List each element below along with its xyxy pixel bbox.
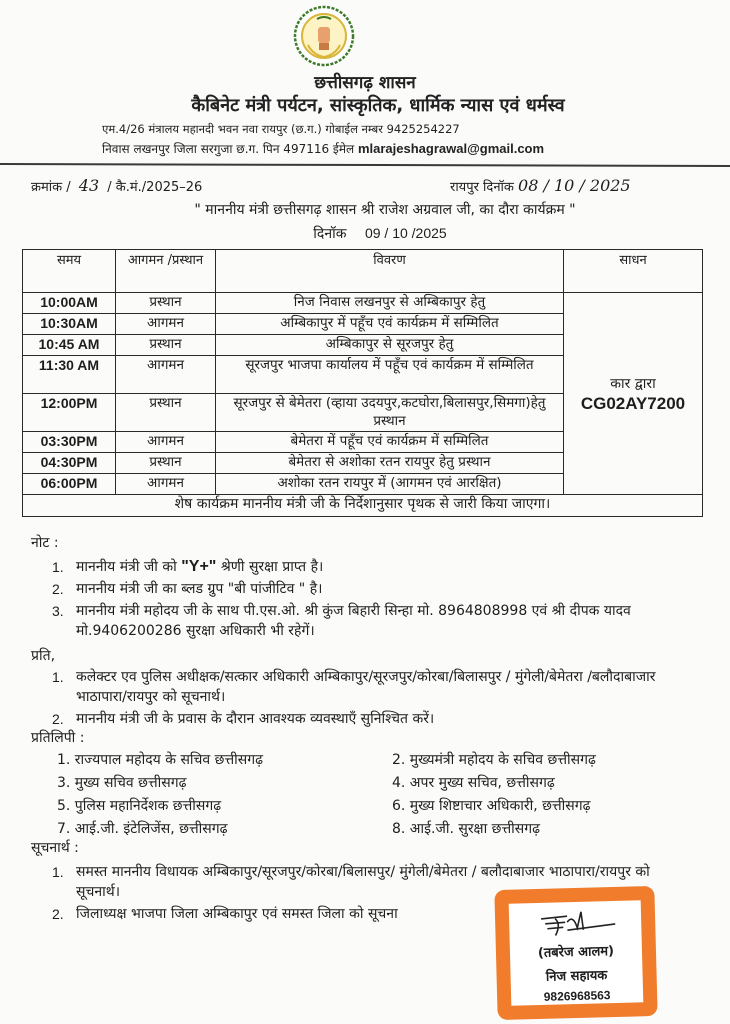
reference-value: 43 — [78, 176, 100, 195]
to-label: प्रति, — [31, 648, 56, 664]
item-number: 1. — [52, 669, 64, 685]
row-movement: आगमन — [116, 432, 216, 453]
list-item — [52, 667, 667, 707]
issue-date — [450, 176, 631, 195]
program-date-label: दिनॉक — [313, 226, 347, 242]
row-time: 04:30PM — [23, 453, 116, 474]
item-text: समस्त माननीय विधायक अम्बिकापुर/सूरजपुर/कोरबा/बिलासपुर/ मुंगेली/बेमेतरा / बलौदाबाजार भाठापारा/रायपुर को सूचनार्थ। — [76, 864, 650, 900]
item-number: 1. — [52, 559, 64, 575]
row-detail: बेमेतरा से अशोका रतन रायपुर हेतु प्रस्थान — [216, 453, 564, 474]
notes-label: नोट : — [31, 535, 59, 551]
reference-number — [31, 176, 202, 195]
email-link[interactable]: mlarajeshagrawal@gmail.com — [357, 141, 545, 156]
list-item: 7. आई.जी. इंटेलिजेंस, छत्तीसगढ़ — [57, 821, 228, 837]
list-item: 5. पुलिस महानिर्देशक छत्तीसगढ़ — [57, 798, 222, 814]
security-category: "Y+" — [181, 558, 217, 575]
list-item: 2. मुख्यमंत्री महोदय के सचिव छत्तीसगढ़ — [392, 752, 596, 768]
government-name: छत्तीसगढ़ शासन — [314, 73, 416, 93]
item-text: जिलाध्यक्ष भाजपा जिला अम्बिकापुर एवं समस्त जिला को सूचना — [76, 906, 398, 922]
row-movement: आगमन — [116, 356, 216, 394]
to-list — [52, 667, 667, 729]
signature-highlight — [494, 886, 657, 1020]
row-time: 03:30PM — [23, 432, 116, 453]
header-divider — [0, 163, 730, 167]
item-number: 2. — [52, 906, 64, 922]
list-item — [52, 601, 672, 641]
list-item: 3. मुख्य सचिव छत्तीसगढ़ — [57, 775, 187, 791]
item-number: 2. — [52, 581, 64, 597]
row-movement: आगमन — [116, 474, 216, 495]
info-label: सूचनार्थ : — [31, 840, 79, 856]
row-time: 12:00PM — [23, 394, 116, 432]
signature-block — [509, 900, 644, 1005]
item-number: 2. — [52, 711, 64, 727]
copy-list — [57, 750, 667, 839]
row-time: 06:00PM — [23, 474, 116, 495]
row-movement: प्रस्थान — [116, 335, 216, 356]
signatory-name: (तबरेज आलम) — [537, 944, 615, 961]
notes-list — [52, 557, 672, 641]
document-title: " माननीय मंत्री छत्तीसगढ़ शासन श्री राजेश अग्रवाल जी, का दौरा कार्यक्रम " — [194, 202, 576, 218]
row-time: 10:45 AM — [23, 335, 116, 356]
state-emblem-icon — [293, 5, 355, 67]
header-vehicle: साधन — [564, 250, 703, 293]
table-row — [23, 293, 703, 314]
issue-date-value: 08 / 10 / 2025 — [518, 176, 631, 195]
vehicle-plate: CG02AY7200 — [580, 393, 686, 413]
list-item — [52, 579, 672, 599]
item-text: माननीय मंत्री महोदय जी के साथ पी.एस.ओ. श्री कुंज बिहारी सिन्हा मो. 8964808998 एवं श्री दीपक यादव मो.9406200286 सुरक्षा अधिकारी भी रहेगें। — [76, 603, 631, 639]
vehicle-label: कार द्वारा — [610, 375, 656, 392]
list-item: 6. मुख्य शिष्टाचार अधिकारी, छत्तीसगढ़ — [392, 798, 591, 814]
program-date — [0, 224, 730, 243]
header-movement: आगमन /प्रस्थान — [116, 250, 216, 293]
item-text: कलेक्टर एव पुलिस अधीक्षक/सत्कार अधिकारी अम्बिकापुर/सूरजपुर/कोरबा/बिलासपुर / मुंगेली/बेमेतरा /बलौदाबाजार भाठापारा/रायपुर को सूचनार्थ। — [76, 669, 656, 705]
signature-icon — [537, 907, 618, 939]
reference-suffix: / कै.मं./2025–26 — [107, 180, 203, 195]
vehicle-cell — [564, 293, 703, 495]
row-movement: प्रस्थान — [116, 394, 216, 432]
header-detail: विवरण — [216, 250, 564, 293]
residence-address-text: निवास लखनपुर जिला सरगुजा छ.ग. पिन 497116 ईमेल — [102, 142, 355, 156]
copy-label: प्रतिलिपी : — [31, 730, 85, 746]
reference-label: क्रमांक / — [31, 180, 71, 195]
list-item — [52, 709, 667, 729]
row-detail: अम्बिकापुर से सूरजपुर हेतु — [216, 335, 564, 356]
row-detail: सूरजपुर भाजपा कार्यालय में पहूँच एवं कार्यक्रम में सम्मिलित — [216, 356, 564, 394]
item-text: माननीय मंत्री जी का ब्लड ग्रुप "बी पांजीटिव " है। — [76, 581, 323, 597]
row-detail: सूरजपुर से बेमेतरा (व्हाया उदयपुर,कटघोरा,बिलासपुर,सिमगा)हेतु प्रस्थान — [216, 394, 564, 432]
item-text: माननीय मंत्री जी के प्रवास के दौरान आवश्यक व्यवस्थाएँ सुनिश्चित करें। — [76, 711, 435, 727]
list-item: 8. आई.जी. सुरक्षा छत्तीसगढ़ — [392, 821, 540, 837]
row-movement: प्रस्थान — [116, 293, 216, 314]
row-movement: प्रस्थान — [116, 453, 216, 474]
row-detail: निज निवास लखनपुर से अम्बिकापुर हेतु — [216, 293, 564, 314]
item-text — [76, 557, 672, 577]
schedule-header-row — [23, 250, 703, 293]
row-detail: अम्बिकापुर में पहूँच एवं कार्यक्रम में सम्मिलित — [216, 314, 564, 335]
office-address: एम.4/26 मंत्रालय महानदी भवन नवा रायपुर (छ.ग.) गोबाईल नम्बर 9425254227 — [102, 122, 460, 136]
schedule-footer-note: शेष कार्यक्रम माननीय मंत्री जी के निर्देशानुसार पृथक से जारी किया जाएगा। — [23, 495, 703, 517]
item-number: 1. — [52, 864, 64, 880]
row-movement: आगमन — [116, 314, 216, 335]
list-item — [52, 557, 672, 577]
item-number: 3. — [52, 603, 64, 619]
list-item: 1. राज्यपाल महोदय के सचिव छत्तीसगढ़ — [57, 752, 264, 768]
residence-address — [102, 140, 544, 157]
issue-date-label: रायपुर दिनॉक — [450, 180, 514, 195]
signatory-designation: निज सहायक — [545, 968, 608, 985]
schedule-table — [22, 249, 703, 517]
program-date-value: 09 / 10 /2025 — [364, 225, 447, 241]
schedule-footer-row — [23, 495, 703, 517]
signatory-phone: 9826968563 — [543, 988, 611, 1004]
row-detail: अशोका रतन रायपुर में (आगमन एवं आरक्षित) — [216, 474, 564, 495]
item-text-post: श्रेणी सुरक्षा प्राप्त है। — [216, 559, 324, 575]
row-time: 10:30AM — [23, 314, 116, 335]
row-detail: बेमेतरा में पहूँच एवं कार्यक्रम में सम्मिलित — [216, 432, 564, 453]
header-time: समय — [23, 250, 116, 293]
office-title: कैबिनेट मंत्री पर्यटन, सांस्कृतिक, धार्मिक न्यास एवं धर्मस्व — [191, 95, 565, 116]
item-text-pre: माननीय मंत्री जी को — [76, 559, 182, 575]
row-time: 10:00AM — [23, 293, 116, 314]
list-item: 4. अपर मुख्य सचिव, छत्तीसगढ़ — [392, 775, 555, 791]
row-time: 11:30 AM — [23, 356, 116, 394]
